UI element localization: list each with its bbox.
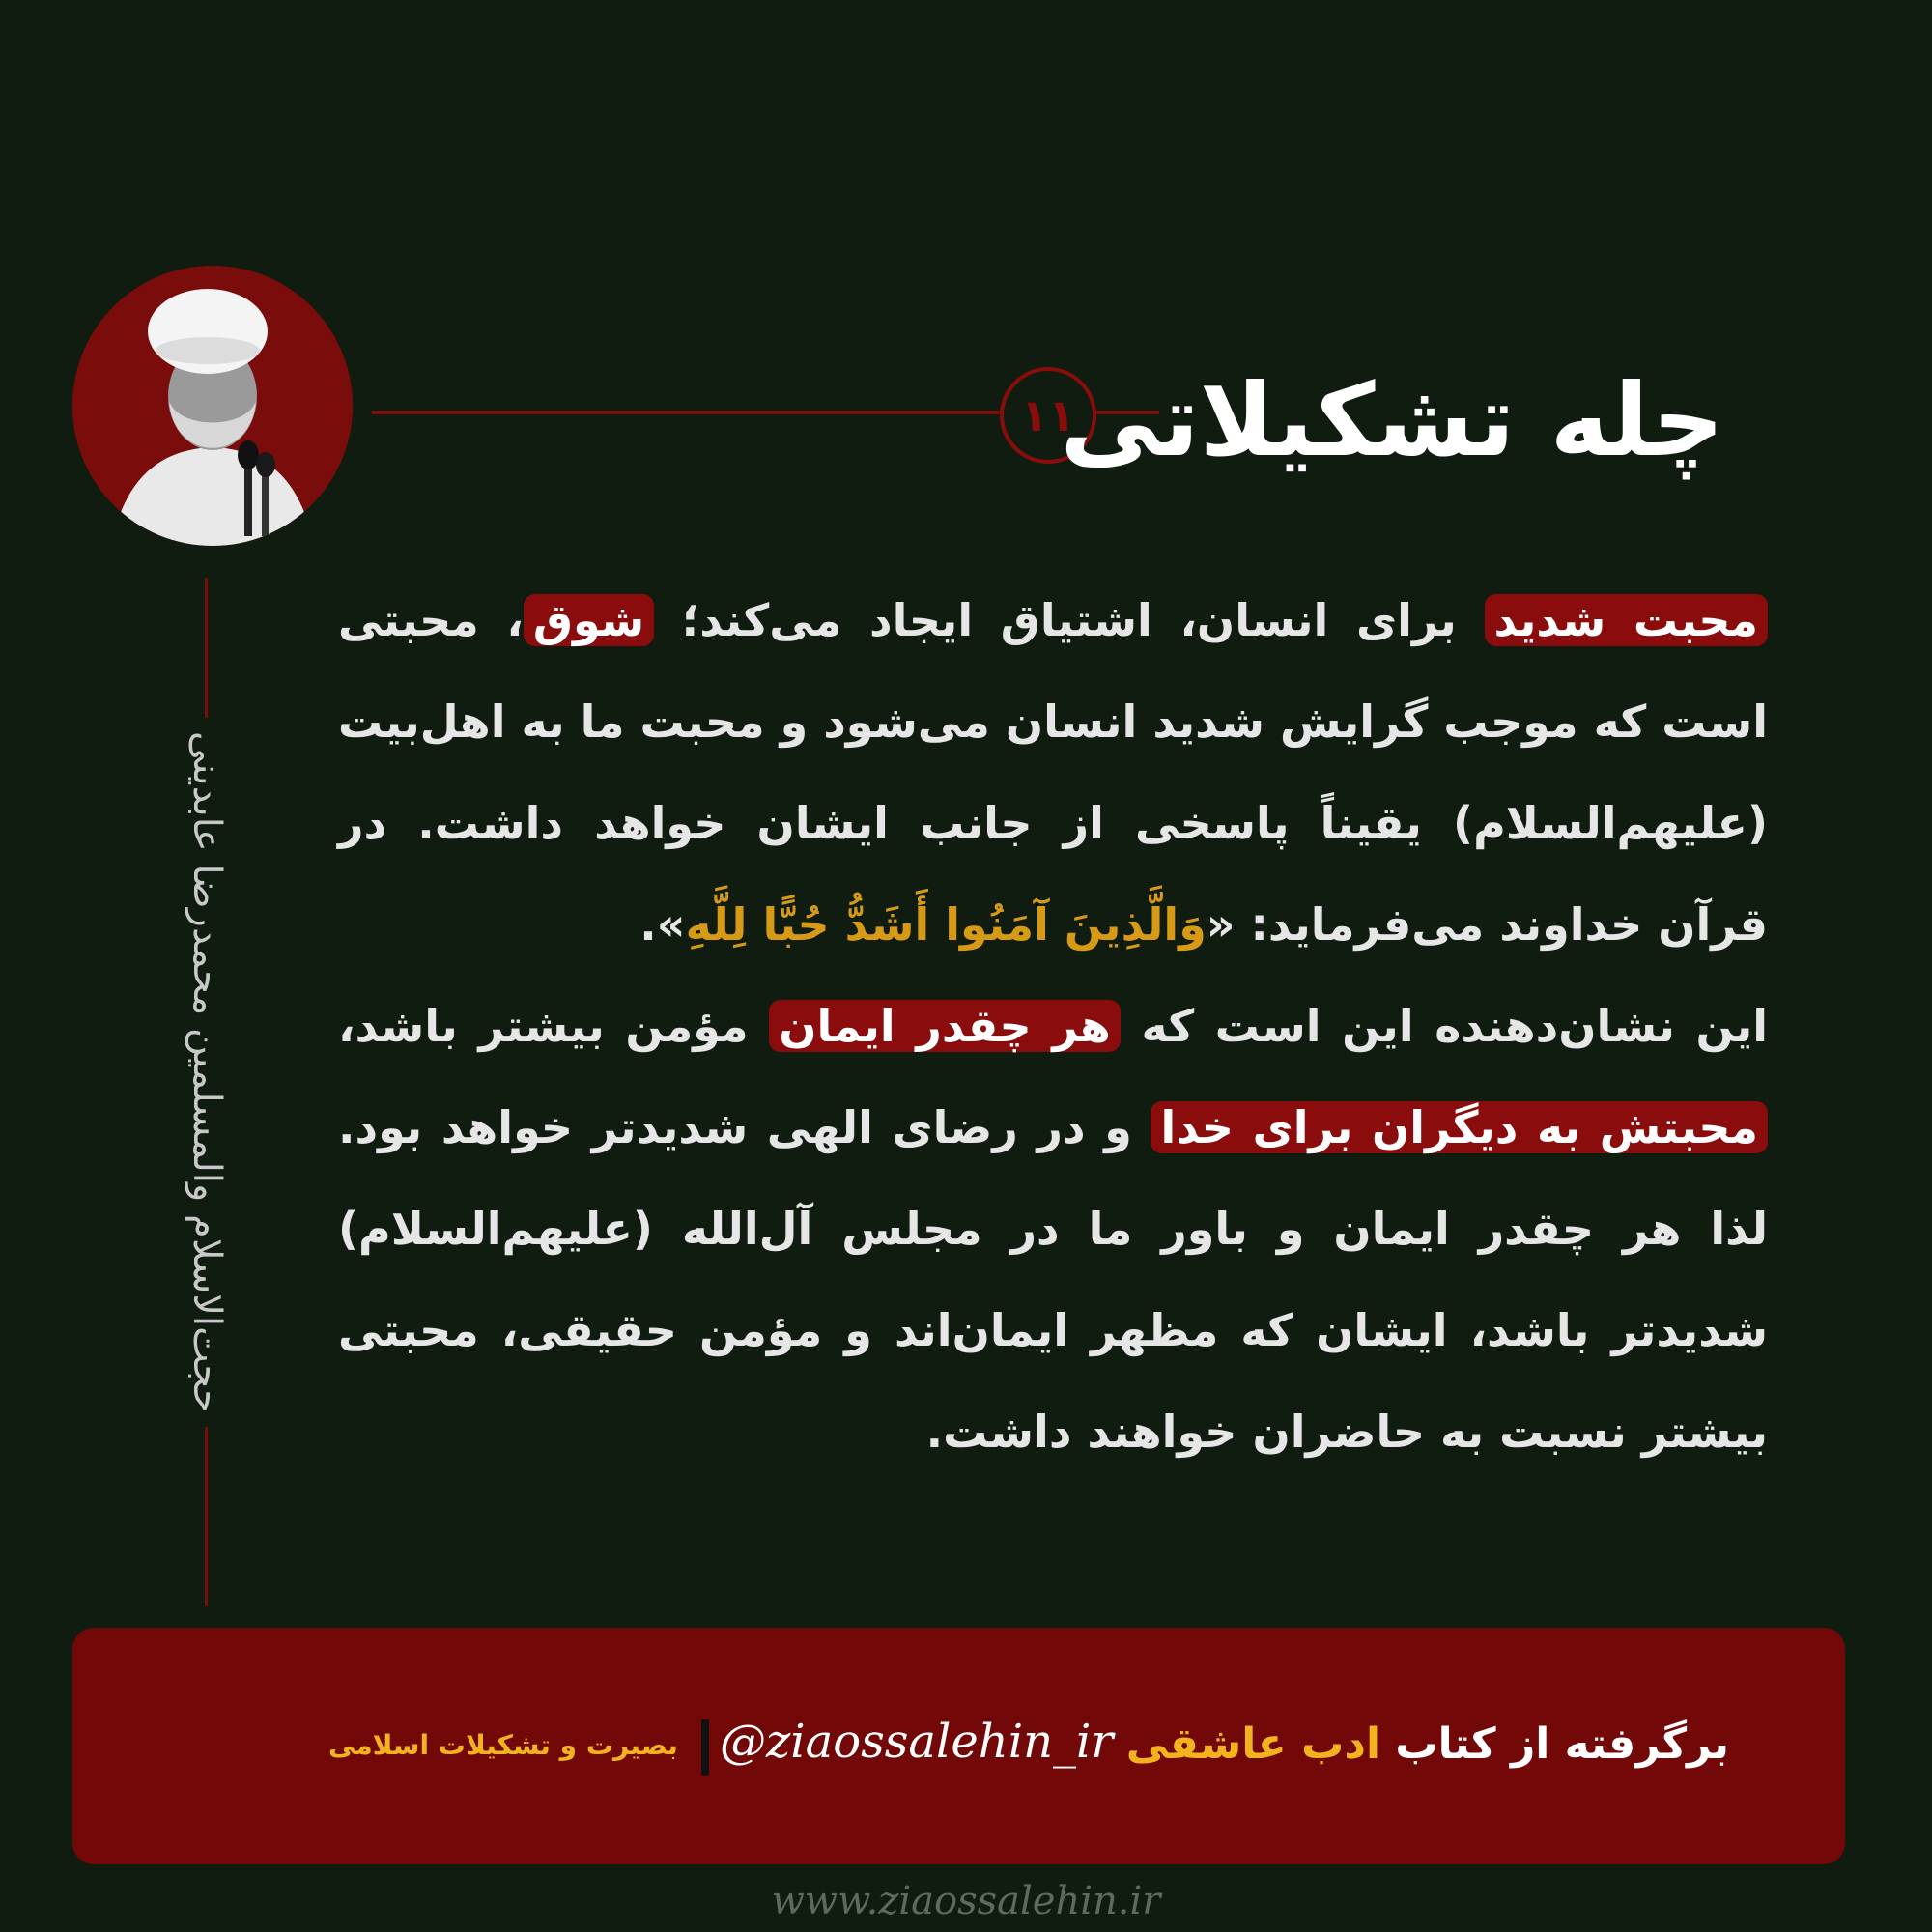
highlight-phrase: هر چقدر ایمان	[769, 1000, 1121, 1052]
body-segment: ، محبتی است که موجب گرایش شدید انسان می‌شود و محبت ما به اهل‌بیت (علیهم‌السلام) یقیناً پاسخی از جانب ایشان خواهد داشت. در قرآن خداوند می‌فرماید: «	[338, 594, 1768, 951]
social-handle[interactable]: @ziaossalehin_ir	[720, 1715, 1114, 1769]
quran-verse: وَالَّذِینَ آمَنُوا أَشَدُّ حُبًّا لِلَّهِ	[685, 898, 1207, 951]
body-segment: این نشان‌دهنده این است که	[1120, 1000, 1768, 1052]
highlight-phrase: محبتش به دیگران برای خدا	[1151, 1101, 1768, 1153]
body-segment: و در رضای الهی شدیدتر خواهد بود. لذا هر چقدر ایمان و باور ما در مجلس آل‌الله (علیهم‌السلام) شدیدتر باشد، ایشان که مظهر ایمان‌اند و مؤمن حقیقی، محبتی بیشتر نسبت به حاضران خواهند داشت.	[338, 1101, 1768, 1458]
highlight-phrase: شوق	[524, 594, 654, 646]
source-label	[1126, 1719, 1729, 1769]
organization-name: بصیرت و تشکیلات اسلامی	[328, 1729, 678, 1761]
handle-divider	[701, 1719, 709, 1776]
website-url[interactable]: www.ziaossalehin.ir	[771, 1879, 1161, 1923]
speaker-name: حجت‌الاسلام والمسلمین محمدرضا عابدینی	[185, 718, 229, 1427]
body-segment: برای انسان، اشتیاق ایجاد می‌کند؛	[654, 594, 1485, 646]
page-title: چله تشکیلاتی	[1060, 361, 1724, 479]
body-segment: مؤمن بیشتر باشد،	[338, 1000, 770, 1052]
source-prefix: برگرفته از کتاب	[1380, 1719, 1729, 1769]
body-segment: ».	[639, 898, 686, 951]
footer-banner	[72, 1628, 1845, 1864]
body-text	[338, 570, 1768, 1483]
episode-number: ۱۱	[1020, 389, 1076, 441]
speaker-portrait	[72, 266, 353, 546]
book-title: ادب عاشقی	[1125, 1719, 1381, 1769]
highlight-phrase: محبت شدید	[1485, 594, 1768, 646]
